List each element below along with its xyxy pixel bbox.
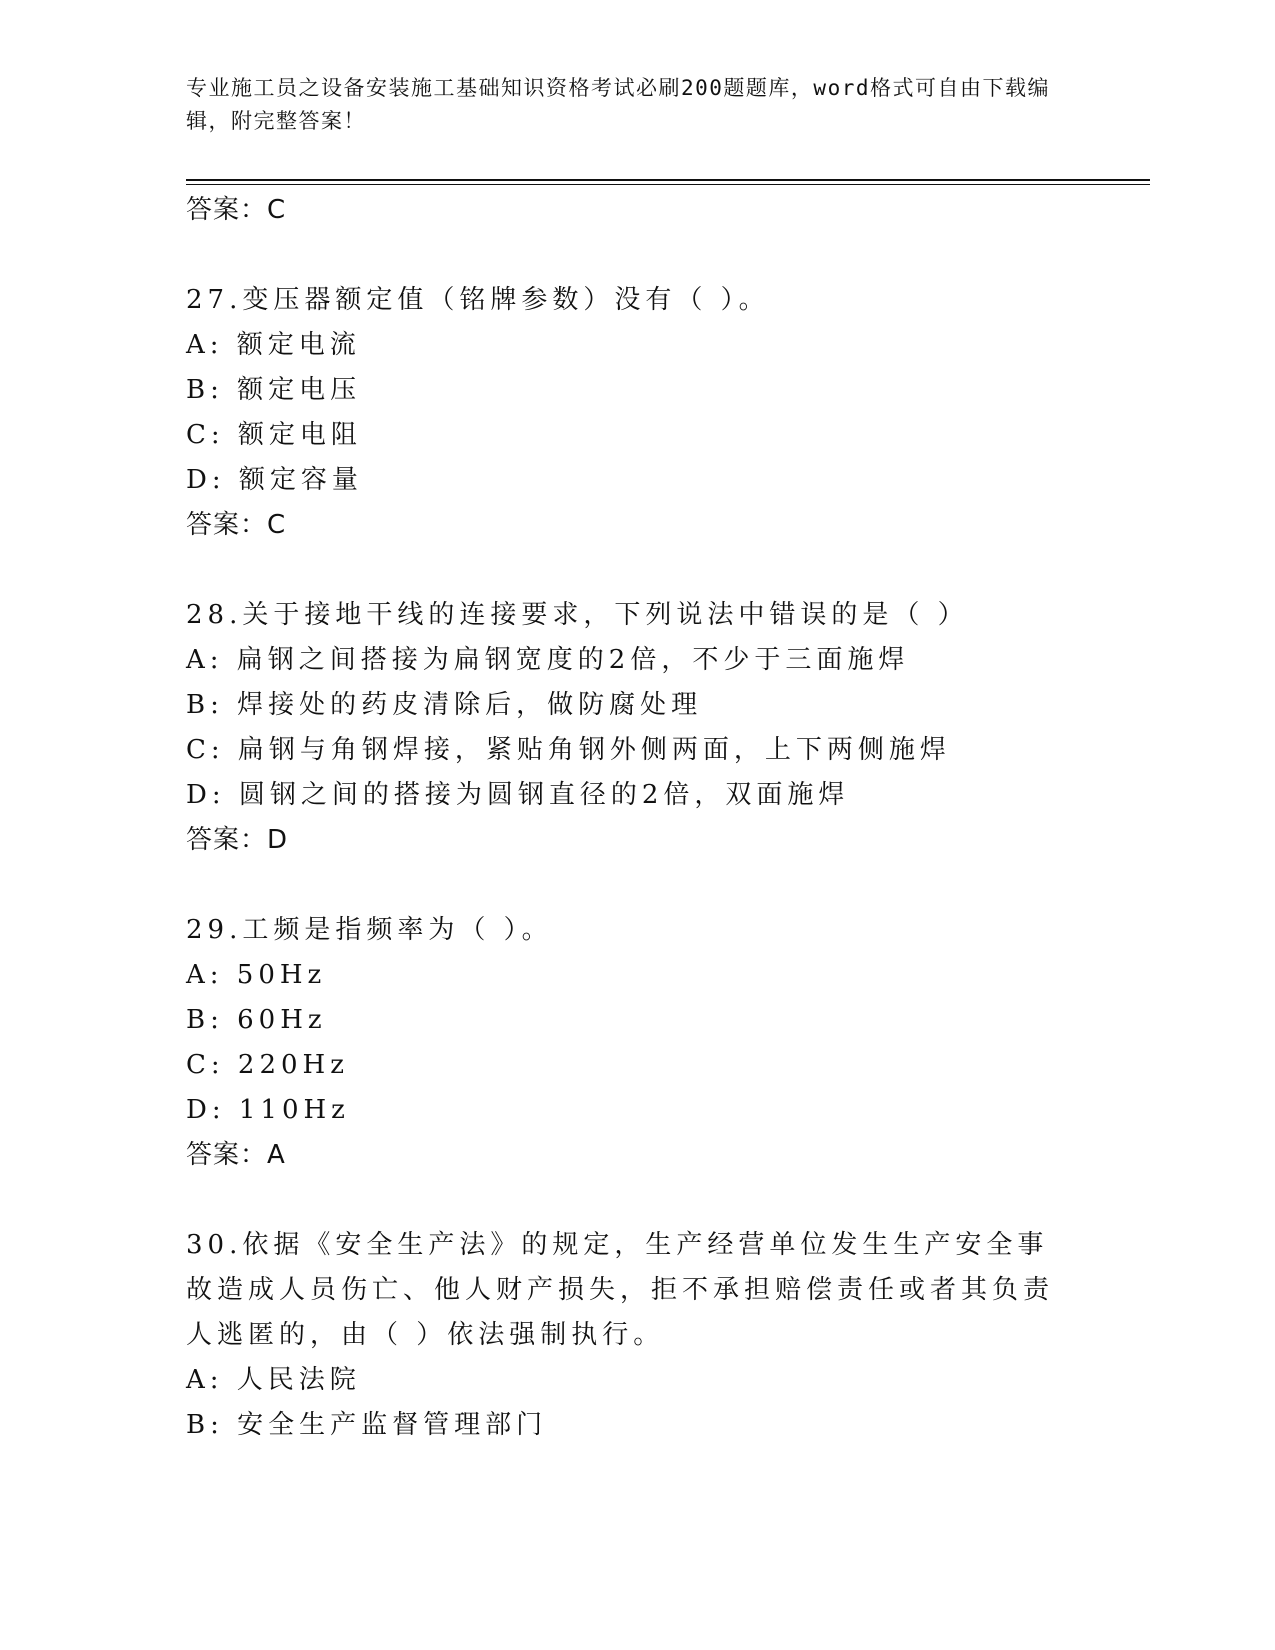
option-c: C: 额定电阻 xyxy=(186,420,362,450)
answer-line: 答案：C xyxy=(186,510,287,540)
option-b: B: 焊接处的药皮清除后，做防腐处理 xyxy=(186,690,703,720)
question-stem: 27.变压器额定值（铭牌参数）没有（ ）。 xyxy=(186,285,770,315)
question-stem: 29.工频是指频率为（ ）。 xyxy=(186,915,553,945)
answer-line: 答案：C xyxy=(186,195,287,225)
header-divider-thick xyxy=(186,179,1150,181)
answer-line: 答案：D xyxy=(186,825,289,855)
spacer xyxy=(186,548,1086,593)
option-d: D: 额定容量 xyxy=(186,465,363,495)
option-a: A: 人民法院 xyxy=(186,1365,361,1395)
question-stem: 30.依据《安全生产法》的规定，生产经营单位发生生产安全事故造成人员伤亡、他人财产损失，拒不承担赔偿责任或者其负责人逃匿的，由（ ）依法强制执行。 xyxy=(186,1230,1055,1350)
answer-line: 答案：A xyxy=(186,1140,286,1170)
option-a: A: 扁钢之间搭接为扁钢宽度的2倍，不少于三面施焊 xyxy=(186,645,910,675)
question-block xyxy=(186,1223,1086,1448)
spacer xyxy=(186,1178,1086,1223)
document-header: 专业施工员之设备安装施工基础知识资格考试必刷200题题库，word格式可自由下载编辑，附完整答案！ xyxy=(186,76,1050,133)
option-b: B: 安全生产监督管理部门 xyxy=(186,1410,548,1440)
question-block xyxy=(186,908,1086,1178)
option-b: B: 60Hz xyxy=(186,1005,327,1035)
header-divider-thin xyxy=(186,184,1150,185)
question-stem: 28.关于接地干线的连接要求，下列说法中错误的是（ ） xyxy=(186,600,969,630)
spacer xyxy=(186,233,1086,278)
option-c: C: 扁钢与角钢焊接，紧贴角钢外侧两面，上下两侧施焊 xyxy=(186,735,951,765)
option-a: A: 50Hz xyxy=(186,960,327,990)
option-d: D: 圆钢之间的搭接为圆钢直径的2倍，双面施焊 xyxy=(186,780,850,810)
option-b: B: 额定电压 xyxy=(186,375,362,405)
option-c: C: 220Hz xyxy=(186,1050,349,1080)
document-body xyxy=(186,188,1086,1448)
question-block xyxy=(186,278,1086,548)
option-d: D: 110Hz xyxy=(186,1095,350,1125)
option-a: A: 额定电流 xyxy=(186,330,361,360)
spacer xyxy=(186,863,1086,908)
question-block xyxy=(186,593,1086,863)
